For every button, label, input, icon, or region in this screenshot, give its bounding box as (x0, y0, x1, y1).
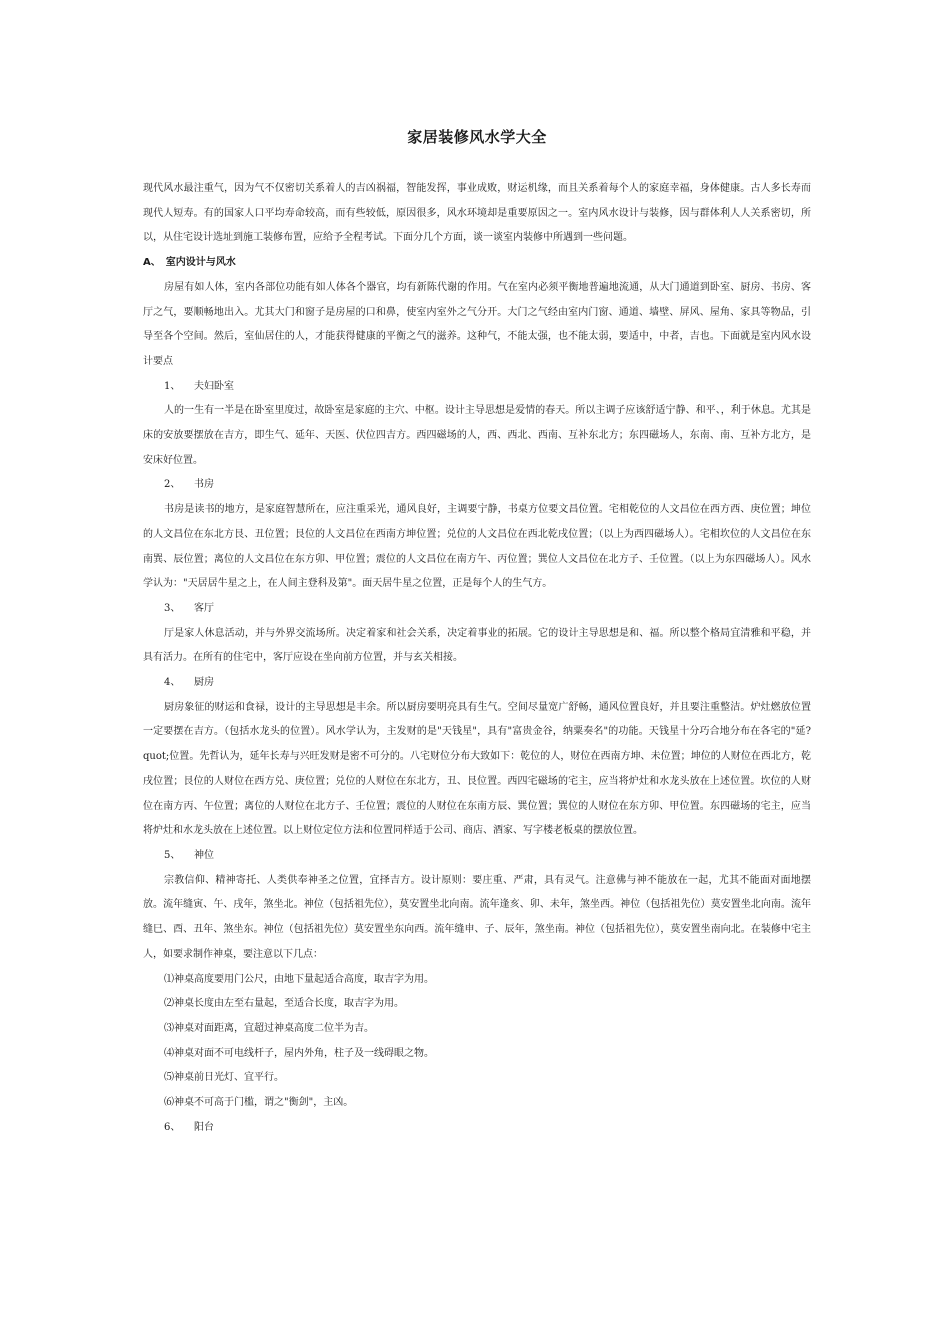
subsection-paragraph-living-room: 厅是家人休息活动，并与外界交流场所。决定着家和社会关系，决定着事业的拓展。它的设计主导思想是和、福。所以整个格局宜清雅和平稳，并具有活力。在所有的住宅中，客厅应设在坐向前方位置，并与玄关相接。 (143, 627, 811, 664)
subsection-heading-living-room (143, 597, 811, 622)
section-a-heading: A、 室内设计与风水 (143, 257, 236, 269)
subsection-number: 1、 (164, 380, 181, 392)
subsection-number: 3、 (164, 602, 181, 614)
subsection-label: 神位 (194, 849, 214, 861)
subsection-label: 夫妇卧室 (194, 380, 234, 392)
subsection-number: 4、 (164, 677, 181, 689)
subsection-paragraph-kitchen: 厨房象征的财运和食禄，设计的主导思想是丰余。所以厨房要明亮具有生气。空间尽量宽广舒畅，通风位置良好，并且要注重整洁。炉灶燃放位置一定要摆在吉方。（包括水龙头的位置）。风水学认为，主发财的是"天钱星"，具有"富贵金谷，纳粟奏名"的功能。天钱星十分巧合地分布在各宅的"延?quot;位置。先哲认为，延年长寿与兴旺发财是密不可分的。八宅财位分布大致如下：乾位的人，财位在西南方坤、未位置；坤位的人财位在西北方，乾戌位置；艮位的人财位在西方兑、庚位置；兑位的人财位在东北方，丑、艮位置。西四宅磁场的宅主，应当将炉灶和水龙头放在上述位置。坎位的人财位在南方丙、午位置；离位的人财位在北方子、壬位置；震位的人财位在东南方辰、巽位置；巽位的人财位在东方卯、甲位置。东四磁场的宅主，应当将炉灶和水龙头放在上述位置。以上财位定位方法和位置同样适于公司、商店、酒家、写字楼老板桌的摆放位置。 (143, 701, 811, 837)
subsection-heading-bedroom (143, 375, 811, 400)
section-a-paragraph: 房屋有如人体，室内各部位功能有如人体各个器官，均有新陈代谢的作用。气在室内必须平衡地普遍地流通，从大门通道到卧室、厨房、书房、客厅之气，要顺畅地出入。尤其大门和窗子是房屋的口和鼻，使室内室外之气分开。大门之气经由室内门窗、通道、墙壁、屏风、屋角、家具等物品，引导至各个空间。然后，室仙居住的人，才能获得健康的平衡之气的滋养。这种气，不能太强，也不能太弱，要适中，中者，吉也。下面就是室内风水设计要点 (143, 281, 811, 367)
shrine-list-item: ⑸神桌前日光灯、宜平行。 (164, 1072, 284, 1084)
subsection-paragraph-study: 书房是读书的地方，是家庭智慧所在，应注重采光，通风良好，主调要宁静，书桌方位要文昌位置。宅相乾位的人文昌位在西方西、庚位置；坤位的人文昌位在东北方艮、丑位置；艮位的人文昌位在西南方坤位置；兑位的人文昌位在西北乾戌位置；（以上为西四磁场人）。宅相坎位的人文昌位在东南巽、辰位置；离位的人文昌位在东方卯、甲位置；震位的人文昌位在南方午、丙位置；巽位人文昌位在北方子、壬位置。（以上为东四磁场人）。风水学认为："天居居牛星之上，在人间主登科及第"。面天居牛星之位置，正是每个人的生气方。 (143, 504, 811, 590)
subsection-heading-study (143, 473, 811, 498)
subsection-heading-balcony (143, 1116, 811, 1141)
shrine-list-item: ⑶神桌对面距离，宜超过神桌高度二位半为吉。 (164, 1022, 374, 1034)
shrine-list-item: ⑴神桌高度要用门公尺，由地下量起适合高度，取吉字为用。 (164, 973, 434, 985)
document-page (143, 126, 811, 1140)
document-title: 家居装修风水学大全 (407, 128, 547, 146)
shrine-list-item: ⑹神桌不可高于门槛，谓之"衡剑"，主凶。 (164, 1097, 354, 1109)
subsection-label: 厨房 (194, 677, 214, 689)
subsection-label: 客厅 (194, 602, 214, 614)
subsection-number: 2、 (164, 479, 181, 491)
shrine-list-item: ⑵神桌长度由左至右量起，至适合长度，取吉字为用。 (164, 998, 404, 1010)
shrine-list-item: ⑷神桌对面不可电线杆子，屋内外角，柱子及一线碍眼之物。 (164, 1047, 434, 1059)
subsection-label: 阳台 (194, 1121, 214, 1133)
subsection-heading-kitchen (143, 671, 811, 696)
subsection-number: 5、 (164, 849, 181, 861)
subsection-paragraph-bedroom: 人的一生有一半是在卧室里度过，故卧室是家庭的主穴、中枢。设计主导思想是爱情的春天。所以主调子应该舒适宁静、和平、，利于休息。尤其是床的安放要摆放在吉方，即生气、延年、天医、伏位四吉方。西四磁场的人，西、西北、西南、互补东北方；东四磁场人，东南、南、互补方北方，是安床好位置。 (143, 405, 811, 466)
subsection-label: 书房 (194, 479, 214, 491)
subsection-number: 6、 (164, 1121, 181, 1133)
subsection-paragraph-shrine: 宗教信仰、精神寄托、人类供奉神圣之位置，宜择吉方。设计原则：要庄重、严肃，具有灵气。注意佛与神不能放在一起，尤其不能面对面地摆放。流年缝寅、午、戌年，煞坐北。神位（包括祖先位），莫安置坐北向南。流年逢亥、卯、未年，煞坐西。神位（包括祖先位）莫安置坐北向南。流年缝巳、酉、丑年、煞坐东。神位（包括祖先位）莫安置坐东向西。流年缝申、子、辰年，煞坐南。神位（包括祖先位），莫安置坐南向北。在装修中宅主人，如要求制作神桌，要注意以下几点： (143, 874, 811, 960)
subsection-heading-shrine (143, 844, 811, 869)
intro-paragraph: 现代风水最注重气，因为气不仅密切关系着人的吉凶祸福，智能发挥，事业成败，财运机缘，而且关系着每个人的家庭幸福，身体健康。古人多长寿而现代人短寿。有的国家人口平均寿命较高，而有些较低，原因很多，风水环境却是重要原因之一。室内风水设计与装修，因与群体利人人关系密切，所以，从住宅设计选址到施工装修布置，应给予全程考试。下面分几个方面，谈一谈室内装修中所遇到一些问题。 (143, 183, 811, 244)
